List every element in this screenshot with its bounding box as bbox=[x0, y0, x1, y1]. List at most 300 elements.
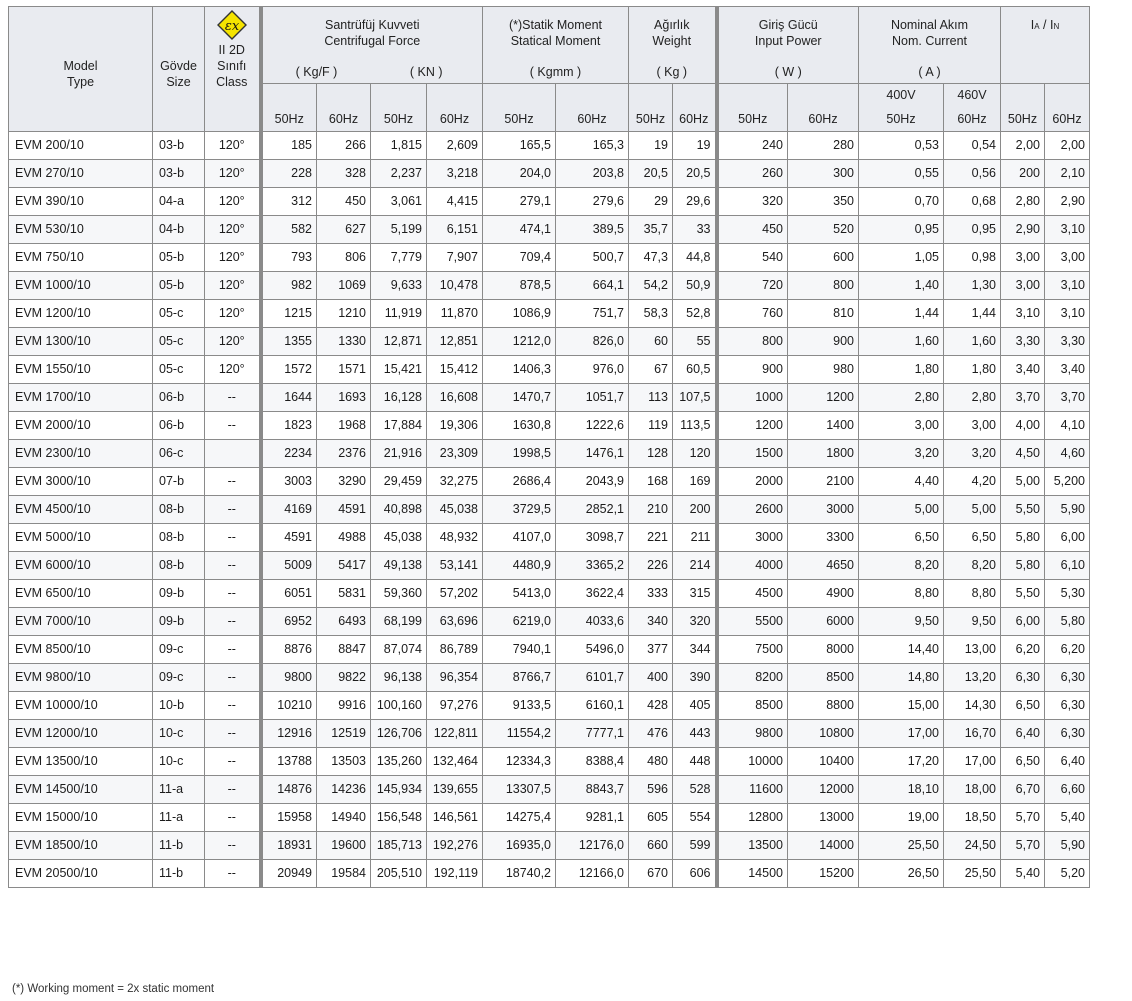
cell-force-kgf-60: 1069 bbox=[317, 271, 371, 299]
cell-force-kgf-60: 1693 bbox=[317, 383, 371, 411]
weight-unit: ( Kg ) bbox=[629, 61, 717, 84]
cell-size: 06-b bbox=[153, 411, 205, 439]
cell-ratio-60: 4,60 bbox=[1045, 439, 1090, 467]
freq-50-moment: 50Hz bbox=[483, 83, 556, 131]
cell-weight-60: 443 bbox=[673, 719, 717, 747]
cell-current-400v-50: 1,40 bbox=[859, 271, 944, 299]
cell-power-50: 240 bbox=[717, 131, 788, 159]
cell-force-kn-50: 29,459 bbox=[371, 467, 427, 495]
cell-current-460v-60: 13,20 bbox=[944, 663, 1001, 691]
cell-force-kgf-60: 266 bbox=[317, 131, 371, 159]
model-header-en: Type bbox=[66, 74, 95, 89]
moment-header-en: Statical Moment bbox=[510, 34, 601, 48]
weight-header-tr: Ağırlık bbox=[654, 18, 690, 32]
cell-power-50: 4000 bbox=[717, 551, 788, 579]
cell-force-kn-60: 192,119 bbox=[427, 859, 483, 887]
cell-moment-60: 8843,7 bbox=[556, 775, 629, 803]
cell-weight-50: 119 bbox=[629, 411, 673, 439]
cell-force-kgf-50: 12916 bbox=[261, 719, 317, 747]
cell-ex-class: -- bbox=[205, 803, 261, 831]
cell-force-kgf-50: 4169 bbox=[261, 495, 317, 523]
cell-size: 09-c bbox=[153, 635, 205, 663]
cell-moment-60: 6160,1 bbox=[556, 691, 629, 719]
cell-size: 10-b bbox=[153, 691, 205, 719]
cell-current-460v-60: 8,20 bbox=[944, 551, 1001, 579]
cell-model: EVM 1550/10 bbox=[9, 355, 153, 383]
cell-weight-60: 50,9 bbox=[673, 271, 717, 299]
cell-weight-60: 448 bbox=[673, 747, 717, 775]
cell-force-kgf-60: 12519 bbox=[317, 719, 371, 747]
cell-ratio-60: 5,90 bbox=[1045, 831, 1090, 859]
cell-model: EVM 6000/10 bbox=[9, 551, 153, 579]
voltage-460: 460V bbox=[944, 83, 1001, 107]
cell-force-kn-60: 2,609 bbox=[427, 131, 483, 159]
cell-force-kn-60: 139,655 bbox=[427, 775, 483, 803]
cell-power-60: 300 bbox=[788, 159, 859, 187]
footnote: (*) Working moment = 2x static moment bbox=[12, 983, 215, 995]
table-row bbox=[9, 467, 1090, 495]
cell-power-60: 15200 bbox=[788, 859, 859, 887]
cell-moment-50: 204,0 bbox=[483, 159, 556, 187]
cell-moment-60: 826,0 bbox=[556, 327, 629, 355]
cell-force-kn-60: 32,275 bbox=[427, 467, 483, 495]
cell-model: EVM 200/10 bbox=[9, 131, 153, 159]
cell-force-kn-60: 19,306 bbox=[427, 411, 483, 439]
table-row bbox=[9, 383, 1090, 411]
size-header bbox=[153, 7, 205, 132]
cell-ex-class: -- bbox=[205, 663, 261, 691]
cell-force-kn-60: 16,608 bbox=[427, 383, 483, 411]
table-row bbox=[9, 327, 1090, 355]
cell-ratio-50: 5,40 bbox=[1001, 859, 1045, 887]
ratio-i2: I bbox=[1049, 18, 1054, 32]
cell-current-460v-60: 18,50 bbox=[944, 803, 1001, 831]
cell-current-400v-50: 18,10 bbox=[859, 775, 944, 803]
cell-size: 09-b bbox=[153, 607, 205, 635]
cell-force-kgf-50: 13788 bbox=[261, 747, 317, 775]
cell-ratio-50: 5,50 bbox=[1001, 495, 1045, 523]
cell-ex-class: 120° bbox=[205, 131, 261, 159]
cell-ratio-50: 2,80 bbox=[1001, 187, 1045, 215]
cell-power-50: 3000 bbox=[717, 523, 788, 551]
cell-model: EVM 9800/10 bbox=[9, 663, 153, 691]
cell-ex-class: -- bbox=[205, 411, 261, 439]
cell-ratio-50: 6,30 bbox=[1001, 663, 1045, 691]
cell-power-60: 800 bbox=[788, 271, 859, 299]
cell-force-kn-60: 15,412 bbox=[427, 355, 483, 383]
cell-moment-60: 165,3 bbox=[556, 131, 629, 159]
cell-current-460v-60: 0,68 bbox=[944, 187, 1001, 215]
cell-moment-60: 5496,0 bbox=[556, 635, 629, 663]
table-row bbox=[9, 215, 1090, 243]
cell-ratio-50: 5,00 bbox=[1001, 467, 1045, 495]
cell-size: 05-b bbox=[153, 271, 205, 299]
table-body bbox=[9, 131, 1090, 887]
cell-ratio-50: 2,00 bbox=[1001, 131, 1045, 159]
cell-moment-50: 878,5 bbox=[483, 271, 556, 299]
cell-moment-60: 1051,7 bbox=[556, 383, 629, 411]
cell-force-kn-60: 192,276 bbox=[427, 831, 483, 859]
cell-force-kn-60: 146,561 bbox=[427, 803, 483, 831]
cell-force-kgf-50: 228 bbox=[261, 159, 317, 187]
cell-force-kn-50: 40,898 bbox=[371, 495, 427, 523]
cell-weight-50: 54,2 bbox=[629, 271, 673, 299]
cell-model: EVM 3000/10 bbox=[9, 467, 153, 495]
cell-current-460v-60: 0,54 bbox=[944, 131, 1001, 159]
cell-moment-50: 709,4 bbox=[483, 243, 556, 271]
cell-force-kn-50: 5,199 bbox=[371, 215, 427, 243]
cell-ratio-50: 5,70 bbox=[1001, 803, 1045, 831]
freq-50-ratio: 50Hz bbox=[1001, 83, 1045, 131]
cell-current-400v-50: 5,00 bbox=[859, 495, 944, 523]
cell-moment-60: 389,5 bbox=[556, 215, 629, 243]
cell-moment-50: 14275,4 bbox=[483, 803, 556, 831]
table-row bbox=[9, 299, 1090, 327]
cell-force-kgf-50: 1215 bbox=[261, 299, 317, 327]
cell-force-kgf-50: 2234 bbox=[261, 439, 317, 467]
cell-current-460v-60: 14,30 bbox=[944, 691, 1001, 719]
freq-60-force-kgf: 60Hz bbox=[317, 83, 371, 131]
cell-power-50: 720 bbox=[717, 271, 788, 299]
cell-force-kgf-60: 19584 bbox=[317, 859, 371, 887]
cell-force-kn-50: 3,061 bbox=[371, 187, 427, 215]
cell-ex-class: -- bbox=[205, 523, 261, 551]
cell-ex-class: -- bbox=[205, 635, 261, 663]
evm-spec-table bbox=[8, 6, 1090, 888]
cell-weight-50: 340 bbox=[629, 607, 673, 635]
cell-ex-class: -- bbox=[205, 859, 261, 887]
cell-weight-50: 377 bbox=[629, 635, 673, 663]
cell-current-400v-50: 0,53 bbox=[859, 131, 944, 159]
cell-current-400v-50: 8,80 bbox=[859, 579, 944, 607]
cell-current-460v-60: 8,80 bbox=[944, 579, 1001, 607]
cell-ex-class bbox=[205, 439, 261, 467]
ex-class-header bbox=[205, 7, 261, 132]
cell-power-50: 2600 bbox=[717, 495, 788, 523]
cell-ratio-60: 5,80 bbox=[1045, 607, 1090, 635]
cell-current-400v-50: 4,40 bbox=[859, 467, 944, 495]
cell-weight-60: 169 bbox=[673, 467, 717, 495]
cell-force-kgf-50: 185 bbox=[261, 131, 317, 159]
cell-force-kn-50: 11,919 bbox=[371, 299, 427, 327]
cell-weight-60: 390 bbox=[673, 663, 717, 691]
cell-power-50: 320 bbox=[717, 187, 788, 215]
freq-50-force-kn: 50Hz bbox=[371, 83, 427, 131]
table-row bbox=[9, 243, 1090, 271]
freq-60-force-kn: 60Hz bbox=[427, 83, 483, 131]
cell-force-kn-50: 49,138 bbox=[371, 551, 427, 579]
cell-moment-50: 7940,1 bbox=[483, 635, 556, 663]
cell-model: EVM 1300/10 bbox=[9, 327, 153, 355]
freq-50-current: 50Hz bbox=[859, 107, 944, 131]
ex-class-label-en: Class bbox=[216, 75, 248, 89]
cell-power-50: 540 bbox=[717, 243, 788, 271]
cell-model: EVM 1000/10 bbox=[9, 271, 153, 299]
cell-weight-60: 113,5 bbox=[673, 411, 717, 439]
cell-current-400v-50: 8,20 bbox=[859, 551, 944, 579]
cell-power-50: 14500 bbox=[717, 859, 788, 887]
cell-force-kgf-60: 4591 bbox=[317, 495, 371, 523]
cell-force-kgf-50: 6051 bbox=[261, 579, 317, 607]
table-row bbox=[9, 859, 1090, 887]
cell-ex-class: -- bbox=[205, 719, 261, 747]
cell-force-kgf-50: 982 bbox=[261, 271, 317, 299]
cell-current-460v-60: 1,44 bbox=[944, 299, 1001, 327]
cell-force-kgf-60: 8847 bbox=[317, 635, 371, 663]
cell-force-kgf-50: 8876 bbox=[261, 635, 317, 663]
cell-ratio-50: 6,40 bbox=[1001, 719, 1045, 747]
cell-moment-60: 203,8 bbox=[556, 159, 629, 187]
cell-current-400v-50: 26,50 bbox=[859, 859, 944, 887]
cell-force-kgf-50: 793 bbox=[261, 243, 317, 271]
cell-current-400v-50: 6,50 bbox=[859, 523, 944, 551]
cell-current-400v-50: 9,50 bbox=[859, 607, 944, 635]
cell-current-460v-60: 5,00 bbox=[944, 495, 1001, 523]
table-row bbox=[9, 159, 1090, 187]
cell-weight-50: 605 bbox=[629, 803, 673, 831]
cell-size: 08-b bbox=[153, 523, 205, 551]
cell-moment-50: 1406,3 bbox=[483, 355, 556, 383]
cell-force-kgf-50: 4591 bbox=[261, 523, 317, 551]
cell-moment-60: 4033,6 bbox=[556, 607, 629, 635]
freq-60-weight: 60Hz bbox=[673, 83, 717, 131]
cell-weight-60: 20,5 bbox=[673, 159, 717, 187]
cell-force-kn-50: 96,138 bbox=[371, 663, 427, 691]
cell-model: EVM 4500/10 bbox=[9, 495, 153, 523]
cell-size: 03-b bbox=[153, 131, 205, 159]
cell-force-kgf-50: 312 bbox=[261, 187, 317, 215]
cell-force-kgf-60: 6493 bbox=[317, 607, 371, 635]
cell-power-50: 9800 bbox=[717, 719, 788, 747]
cell-ratio-50: 5,70 bbox=[1001, 831, 1045, 859]
cell-weight-50: 128 bbox=[629, 439, 673, 467]
cell-size: 10-c bbox=[153, 747, 205, 775]
table-row bbox=[9, 747, 1090, 775]
cell-power-50: 1200 bbox=[717, 411, 788, 439]
current-unit: ( A ) bbox=[859, 61, 1001, 84]
cell-power-60: 10400 bbox=[788, 747, 859, 775]
ratio-sep: / bbox=[1039, 18, 1050, 32]
cell-weight-60: 315 bbox=[673, 579, 717, 607]
cell-moment-50: 1998,5 bbox=[483, 439, 556, 467]
cell-force-kgf-60: 14236 bbox=[317, 775, 371, 803]
cell-force-kn-60: 23,309 bbox=[427, 439, 483, 467]
cell-size: 11-a bbox=[153, 775, 205, 803]
cell-ex-class: 120° bbox=[205, 159, 261, 187]
force-unit-kn: ( KN ) bbox=[371, 61, 483, 84]
cell-current-460v-60: 4,20 bbox=[944, 467, 1001, 495]
cell-model: EVM 2300/10 bbox=[9, 439, 153, 467]
cell-current-400v-50: 15,00 bbox=[859, 691, 944, 719]
cell-current-400v-50: 1,80 bbox=[859, 355, 944, 383]
cell-current-400v-50: 0,95 bbox=[859, 215, 944, 243]
cell-moment-60: 664,1 bbox=[556, 271, 629, 299]
cell-weight-50: 210 bbox=[629, 495, 673, 523]
table-row bbox=[9, 271, 1090, 299]
table-row bbox=[9, 523, 1090, 551]
table-row bbox=[9, 411, 1090, 439]
cell-ratio-50: 5,80 bbox=[1001, 551, 1045, 579]
cell-model: EVM 12000/10 bbox=[9, 719, 153, 747]
cell-power-50: 2000 bbox=[717, 467, 788, 495]
size-header-en: Size bbox=[166, 74, 191, 89]
cell-force-kn-60: 6,151 bbox=[427, 215, 483, 243]
cell-current-400v-50: 14,80 bbox=[859, 663, 944, 691]
cell-ratio-50: 3,00 bbox=[1001, 271, 1045, 299]
cell-size: 09-b bbox=[153, 579, 205, 607]
cell-weight-60: 107,5 bbox=[673, 383, 717, 411]
cell-power-60: 520 bbox=[788, 215, 859, 243]
cell-size: 04-b bbox=[153, 215, 205, 243]
cell-force-kn-50: 45,038 bbox=[371, 523, 427, 551]
cell-ratio-50: 3,70 bbox=[1001, 383, 1045, 411]
freq-60-current: 60Hz bbox=[944, 107, 1001, 131]
cell-current-460v-60: 25,50 bbox=[944, 859, 1001, 887]
cell-moment-50: 3729,5 bbox=[483, 495, 556, 523]
cell-current-460v-60: 0,95 bbox=[944, 215, 1001, 243]
cell-size: 11-a bbox=[153, 803, 205, 831]
freq-50-force-kgf: 50Hz bbox=[261, 83, 317, 131]
cell-weight-60: 33 bbox=[673, 215, 717, 243]
model-header bbox=[9, 7, 153, 132]
cell-force-kn-50: 135,260 bbox=[371, 747, 427, 775]
cell-ratio-50: 3,00 bbox=[1001, 243, 1045, 271]
cell-force-kn-60: 10,478 bbox=[427, 271, 483, 299]
cell-moment-50: 16935,0 bbox=[483, 831, 556, 859]
cell-current-400v-50: 17,00 bbox=[859, 719, 944, 747]
cell-weight-60: 200 bbox=[673, 495, 717, 523]
cell-ratio-60: 5,40 bbox=[1045, 803, 1090, 831]
cell-force-kn-50: 205,510 bbox=[371, 859, 427, 887]
cell-current-460v-60: 17,00 bbox=[944, 747, 1001, 775]
table-row bbox=[9, 831, 1090, 859]
cell-force-kgf-60: 1968 bbox=[317, 411, 371, 439]
cell-force-kn-50: 59,360 bbox=[371, 579, 427, 607]
cell-ratio-60: 3,30 bbox=[1045, 327, 1090, 355]
cell-size: 08-b bbox=[153, 495, 205, 523]
cell-weight-50: 29 bbox=[629, 187, 673, 215]
cell-weight-50: 113 bbox=[629, 383, 673, 411]
cell-model: EVM 20500/10 bbox=[9, 859, 153, 887]
cell-ratio-60: 6,40 bbox=[1045, 747, 1090, 775]
cell-power-60: 12000 bbox=[788, 775, 859, 803]
cell-weight-60: 44,8 bbox=[673, 243, 717, 271]
cell-current-400v-50: 0,70 bbox=[859, 187, 944, 215]
cell-power-50: 4500 bbox=[717, 579, 788, 607]
cell-moment-60: 12166,0 bbox=[556, 859, 629, 887]
cell-force-kgf-60: 9822 bbox=[317, 663, 371, 691]
cell-force-kgf-50: 5009 bbox=[261, 551, 317, 579]
cell-power-50: 13500 bbox=[717, 831, 788, 859]
cell-force-kn-60: 63,696 bbox=[427, 607, 483, 635]
current-header-tr: Nominal Akım bbox=[890, 18, 969, 32]
cell-weight-50: 58,3 bbox=[629, 299, 673, 327]
cell-power-50: 1000 bbox=[717, 383, 788, 411]
cell-power-50: 450 bbox=[717, 215, 788, 243]
cell-power-60: 8500 bbox=[788, 663, 859, 691]
cell-ratio-50: 5,50 bbox=[1001, 579, 1045, 607]
cell-force-kgf-60: 328 bbox=[317, 159, 371, 187]
cell-model: EVM 6500/10 bbox=[9, 579, 153, 607]
cell-power-50: 8500 bbox=[717, 691, 788, 719]
cell-power-60: 600 bbox=[788, 243, 859, 271]
cell-moment-50: 279,1 bbox=[483, 187, 556, 215]
cell-ex-class: 120° bbox=[205, 187, 261, 215]
cell-force-kgf-60: 450 bbox=[317, 187, 371, 215]
table-row bbox=[9, 775, 1090, 803]
cell-moment-60: 7777,1 bbox=[556, 719, 629, 747]
cell-ratio-50: 200 bbox=[1001, 159, 1045, 187]
cell-force-kgf-50: 18931 bbox=[261, 831, 317, 859]
cell-ex-class: -- bbox=[205, 775, 261, 803]
cell-weight-60: 344 bbox=[673, 635, 717, 663]
cell-force-kgf-60: 1571 bbox=[317, 355, 371, 383]
cell-ratio-50: 2,90 bbox=[1001, 215, 1045, 243]
cell-ratio-60: 6,30 bbox=[1045, 663, 1090, 691]
freq-50-weight: 50Hz bbox=[629, 83, 673, 131]
cell-moment-60: 2043,9 bbox=[556, 467, 629, 495]
cell-force-kgf-60: 3290 bbox=[317, 467, 371, 495]
cell-weight-50: 400 bbox=[629, 663, 673, 691]
cell-power-60: 3000 bbox=[788, 495, 859, 523]
cell-ex-class: -- bbox=[205, 551, 261, 579]
cell-size: 05-c bbox=[153, 327, 205, 355]
cell-ex-class: -- bbox=[205, 607, 261, 635]
cell-size: 05-b bbox=[153, 243, 205, 271]
cell-moment-50: 18740,2 bbox=[483, 859, 556, 887]
weight-header-en: Weight bbox=[652, 34, 692, 48]
cell-weight-50: 35,7 bbox=[629, 215, 673, 243]
cell-ratio-50: 3,40 bbox=[1001, 355, 1045, 383]
cell-ratio-50: 5,80 bbox=[1001, 523, 1045, 551]
cell-force-kgf-50: 1644 bbox=[261, 383, 317, 411]
cell-force-kn-50: 15,421 bbox=[371, 355, 427, 383]
table-row bbox=[9, 607, 1090, 635]
cell-force-kgf-50: 15958 bbox=[261, 803, 317, 831]
cell-moment-60: 8388,4 bbox=[556, 747, 629, 775]
cell-force-kn-50: 1,815 bbox=[371, 131, 427, 159]
cell-power-60: 4900 bbox=[788, 579, 859, 607]
cell-size: 06-b bbox=[153, 383, 205, 411]
cell-weight-50: 226 bbox=[629, 551, 673, 579]
cell-weight-60: 214 bbox=[673, 551, 717, 579]
cell-weight-60: 19 bbox=[673, 131, 717, 159]
cell-moment-60: 751,7 bbox=[556, 299, 629, 327]
cell-ratio-60: 3,10 bbox=[1045, 215, 1090, 243]
cell-model: EVM 13500/10 bbox=[9, 747, 153, 775]
cell-power-60: 900 bbox=[788, 327, 859, 355]
cell-force-kn-60: 11,870 bbox=[427, 299, 483, 327]
cell-power-60: 8800 bbox=[788, 691, 859, 719]
cell-ex-class: 120° bbox=[205, 271, 261, 299]
cell-moment-60: 12176,0 bbox=[556, 831, 629, 859]
force-header-en: Centrifugal Force bbox=[324, 34, 421, 48]
cell-current-460v-60: 3,00 bbox=[944, 411, 1001, 439]
freq-60-ratio: 60Hz bbox=[1045, 83, 1090, 131]
cell-model: EVM 390/10 bbox=[9, 187, 153, 215]
ratio-header bbox=[1001, 7, 1090, 84]
cell-weight-60: 52,8 bbox=[673, 299, 717, 327]
cell-size: 10-c bbox=[153, 719, 205, 747]
cell-current-400v-50: 0,55 bbox=[859, 159, 944, 187]
cell-model: EVM 5000/10 bbox=[9, 523, 153, 551]
cell-force-kn-60: 4,415 bbox=[427, 187, 483, 215]
cell-force-kn-50: 68,199 bbox=[371, 607, 427, 635]
cell-ratio-60: 6,30 bbox=[1045, 691, 1090, 719]
power-unit: ( W ) bbox=[717, 61, 859, 84]
cell-ratio-60: 2,10 bbox=[1045, 159, 1090, 187]
cell-moment-60: 3365,2 bbox=[556, 551, 629, 579]
